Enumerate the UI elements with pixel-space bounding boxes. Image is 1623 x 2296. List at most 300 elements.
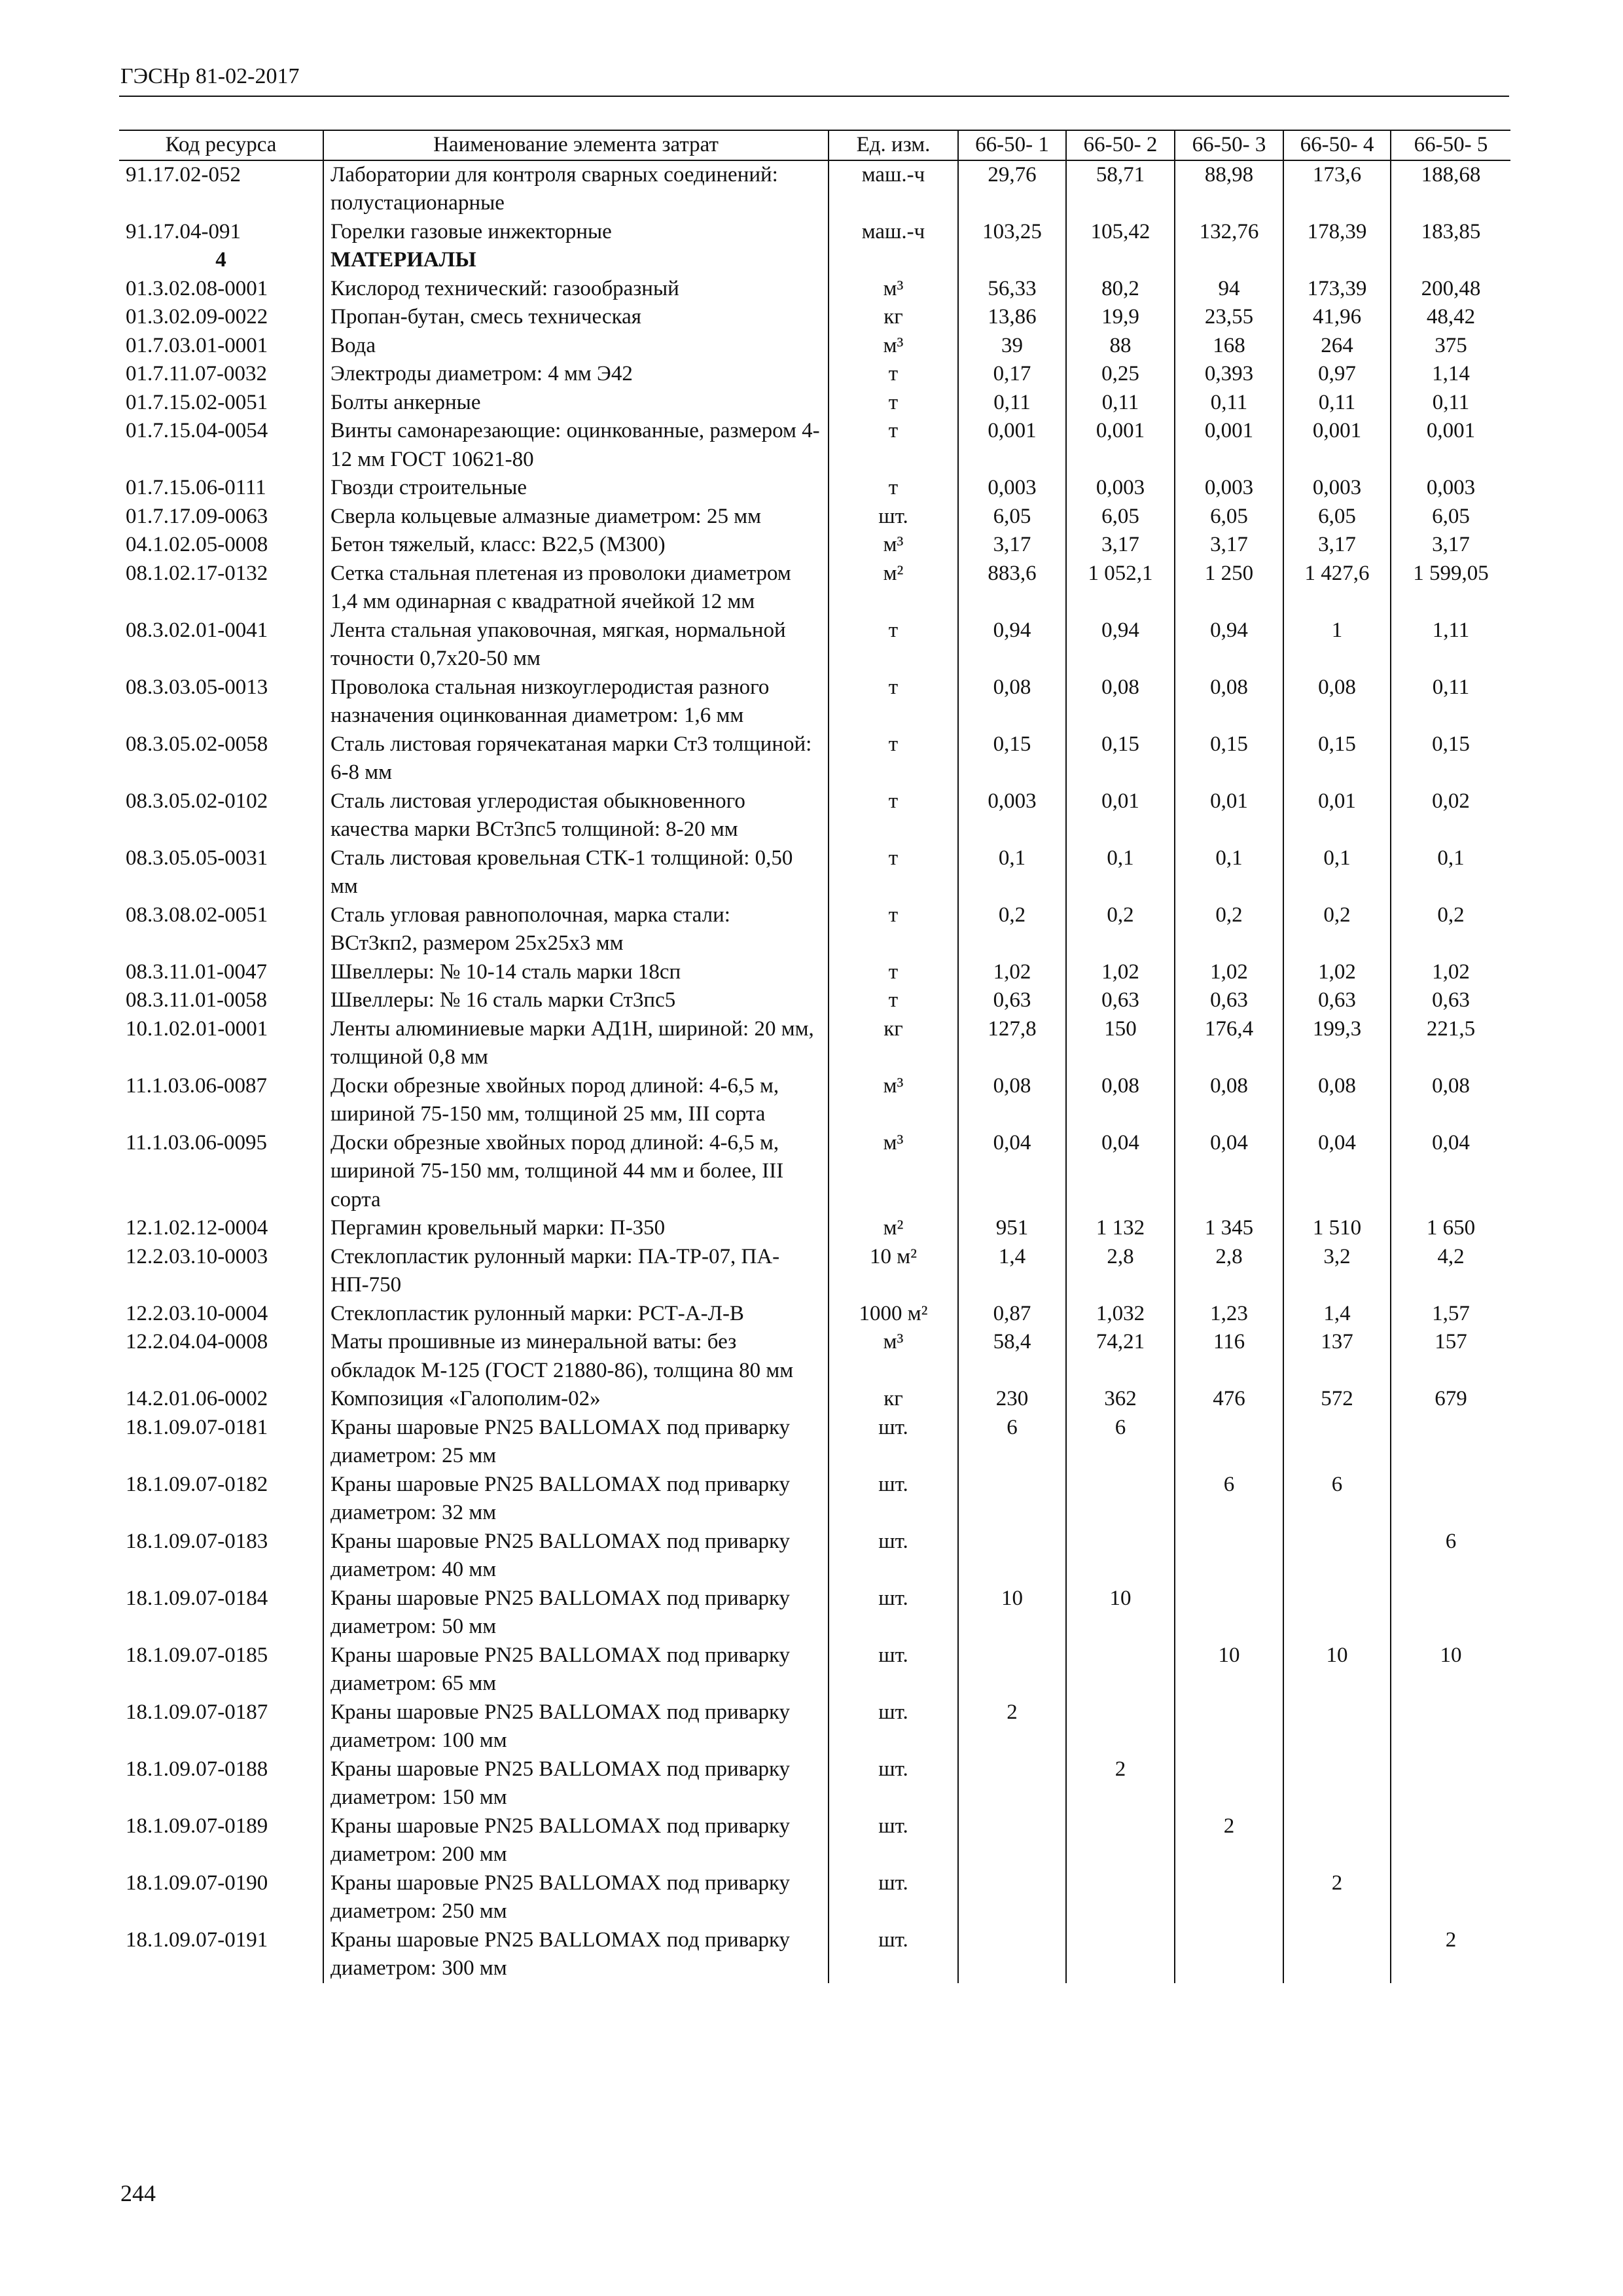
cell-norm-5: [1391, 1585, 1510, 1641]
cell-norm-3: 6,05: [1175, 503, 1283, 531]
page-number: 244: [120, 2180, 156, 2206]
cell-norm-2: 80,2: [1066, 275, 1175, 304]
cell-norm-2: 6,05: [1066, 503, 1175, 531]
header-rule: [119, 96, 1509, 97]
cell-norm-1: 230: [958, 1385, 1066, 1414]
cell-resource-name: Стеклопластик рулонный марки: РСТ-А-Л-В: [323, 1300, 829, 1329]
cell-unit: [829, 246, 958, 275]
cell-resource-code: 18.1.09.07-0181: [126, 1415, 268, 1439]
cell-norm-4: 0,97: [1283, 360, 1391, 389]
cell-norm-1: 0,87: [958, 1300, 1066, 1329]
column-header-norm-2: 66-50- 2: [1066, 130, 1175, 160]
cell-resource-name: Краны шаровые PN25 BALLOMAX под приварку диаметром: 200 мм: [323, 1812, 829, 1869]
table-row: [119, 617, 1510, 673]
column-header-code: Код ресурса: [119, 130, 323, 160]
cell-resource-name: Краны шаровые PN25 BALLOMAX под приварку диаметром: 25 мм: [323, 1414, 829, 1471]
cell-norm-3: 1 250: [1175, 560, 1283, 617]
table-row: [119, 901, 1510, 958]
cell-norm-3: 0,04: [1175, 1129, 1283, 1215]
cell-resource-code: 18.1.09.07-0187: [126, 1700, 268, 1724]
cell-resource-code: 08.3.05.05-0031: [126, 846, 268, 870]
cell-resource-code: 04.1.02.05-0008: [126, 533, 268, 556]
cell-unit: т: [829, 673, 958, 730]
cell-unit: м³: [829, 1072, 958, 1129]
cell-norm-5: 0,15: [1391, 730, 1510, 787]
cell-resource-name: Краны шаровые PN25 BALLOMAX под приварку диаметром: 40 мм: [323, 1528, 829, 1585]
cell-norm-2: 0,94: [1066, 617, 1175, 673]
cell-resource-code: 11.1.03.06-0095: [126, 1130, 268, 1155]
cell-resource-code: 08.1.02.17-0132: [126, 561, 268, 585]
cell-resource-name: МАТЕРИАЛЫ: [323, 246, 829, 275]
cell-norm-4: 3,17: [1283, 531, 1391, 560]
table-row: [119, 1414, 1510, 1471]
cell-norm-5: 6: [1391, 1528, 1510, 1585]
column-header-norm-3: 66-50- 3: [1175, 130, 1283, 160]
cell-unit: м³: [829, 1129, 958, 1215]
cell-norm-1: 0,04: [958, 1129, 1066, 1215]
cell-unit: шт.: [829, 1528, 958, 1585]
cell-norm-5: [1391, 246, 1510, 275]
cell-norm-2: 0,08: [1066, 1072, 1175, 1129]
cell-norm-3: 2,8: [1175, 1243, 1283, 1300]
cell-norm-2: 0,001: [1066, 417, 1175, 474]
cell-resource-name: Проволока стальная низкоуглеродистая разного назначения оцинкованная диаметром: 1,6 мм: [323, 673, 829, 730]
cell-unit: т: [829, 360, 958, 389]
cell-norm-3: 176,4: [1175, 1015, 1283, 1072]
cell-norm-1: 2: [958, 1698, 1066, 1755]
cell-norm-3: 0,08: [1175, 673, 1283, 730]
cell-norm-2: [1066, 1528, 1175, 1585]
cell-resource-name: Краны шаровые PN25 BALLOMAX под приварку диаметром: 100 мм: [323, 1698, 829, 1755]
cell-norm-5: 6,05: [1391, 503, 1510, 531]
column-header-norm-1: 66-50- 1: [958, 130, 1066, 160]
cell-norm-2: 88: [1066, 332, 1175, 361]
cell-unit: шт.: [829, 503, 958, 531]
cell-unit: т: [829, 474, 958, 503]
cell-norm-5: 1,57: [1391, 1300, 1510, 1329]
cell-resource-name: Маты прошивные из минеральной ваты: без обкладок М-125 (ГОСТ 21880-86), толщина 80 мм: [323, 1328, 829, 1385]
cell-norm-2: 0,63: [1066, 986, 1175, 1015]
cell-norm-2: [1066, 1812, 1175, 1869]
cell-norm-1: 0,001: [958, 417, 1066, 474]
cell-resource-name: Доски обрезные хвойных пород длиной: 4-6,5 м, шириной 75-150 мм, толщиной 25 мм, III сорта: [323, 1072, 829, 1129]
cell-norm-1: 127,8: [958, 1015, 1066, 1072]
cell-norm-3: 0,63: [1175, 986, 1283, 1015]
table-header-row: [119, 130, 1510, 160]
table-row: [119, 218, 1510, 247]
cell-norm-3: 0,003: [1175, 474, 1283, 503]
cell-resource-code: 01.7.03.01-0001: [126, 333, 268, 357]
cell-norm-1: 103,25: [958, 218, 1066, 247]
cell-norm-1: 0,08: [958, 673, 1066, 730]
cell-norm-2: 19,9: [1066, 303, 1175, 332]
cell-resource-name: Сталь листовая горячекатаная марки Ст3 толщиной: 6-8 мм: [323, 730, 829, 787]
cell-norm-4: 1,02: [1283, 958, 1391, 987]
cell-norm-2: 2: [1066, 1755, 1175, 1812]
table-row: [119, 1698, 1510, 1755]
cell-norm-1: 0,94: [958, 617, 1066, 673]
cell-norm-4: 0,08: [1283, 673, 1391, 730]
cell-norm-3: 6: [1175, 1471, 1283, 1528]
cell-resource-code: 18.1.09.07-0189: [126, 1814, 268, 1838]
cell-norm-5: [1391, 1414, 1510, 1471]
cell-norm-4: 0,2: [1283, 901, 1391, 958]
cell-norm-1: 0,1: [958, 844, 1066, 901]
cell-norm-5: 0,11: [1391, 389, 1510, 418]
cell-norm-1: 883,6: [958, 560, 1066, 617]
cell-resource-name: Сталь угловая равнополочная, марка стали: ВСт3кп2, размером 25х25х3 мм: [323, 901, 829, 958]
cell-resource-name: Краны шаровые PN25 BALLOMAX под приварку диаметром: 50 мм: [323, 1585, 829, 1641]
cell-norm-2: 362: [1066, 1385, 1175, 1414]
cell-resource-name: Гвозди строительные: [323, 474, 829, 503]
cell-norm-3: 0,1: [1175, 844, 1283, 901]
table-row: [119, 275, 1510, 304]
cell-resource-name: Ленты алюминиевые марки АД1Н, шириной: 20 мм, толщиной 0,8 мм: [323, 1015, 829, 1072]
cell-norm-3: [1175, 1414, 1283, 1471]
table-row: [119, 360, 1510, 389]
cell-norm-5: 0,04: [1391, 1129, 1510, 1215]
document-header-title: ГЭСНр 81-02-2017: [120, 64, 300, 88]
cell-norm-2: 1,02: [1066, 958, 1175, 987]
table-row: [119, 332, 1510, 361]
cell-norm-1: 6: [958, 1414, 1066, 1471]
cell-norm-3: 132,76: [1175, 218, 1283, 247]
cell-resource-code: 12.2.04.04-0008: [126, 1330, 268, 1354]
cell-resource-code: 01.7.15.06-0111: [126, 476, 266, 499]
cell-resource-code: 12.2.03.10-0004: [126, 1301, 268, 1325]
table-row: [119, 560, 1510, 617]
cell-norm-4: 572: [1283, 1385, 1391, 1414]
table-row: [119, 1129, 1510, 1215]
cell-norm-3: [1175, 1585, 1283, 1641]
cell-norm-1: 39: [958, 332, 1066, 361]
cell-norm-4: 41,96: [1283, 303, 1391, 332]
cell-norm-3: 1,23: [1175, 1300, 1283, 1329]
cell-resource-name: Краны шаровые PN25 BALLOMAX под приварку диаметром: 150 мм: [323, 1755, 829, 1812]
cell-unit: т: [829, 617, 958, 673]
cell-resource-code: 01.7.11.07-0032: [126, 362, 268, 386]
table-row: [119, 1072, 1510, 1129]
table-row: [119, 1812, 1510, 1869]
cell-resource-name: Швеллеры: № 16 сталь марки Ст3пс5: [323, 986, 829, 1015]
cell-unit: 1000 м²: [829, 1300, 958, 1329]
cell-norm-5: 0,003: [1391, 474, 1510, 503]
cell-norm-4: 199,3: [1283, 1015, 1391, 1072]
cell-resource-name: Доски обрезные хвойных пород длиной: 4-6,5 м, шириной 75-150 мм, толщиной 44 мм и более, III сорта: [323, 1129, 829, 1215]
cell-resource-name: Сталь листовая углеродистая обыкновенного качества марки ВСт3пс5 толщиной: 8-20 мм: [323, 787, 829, 844]
cell-resource-code: 12.2.03.10-0003: [126, 1244, 268, 1268]
cell-resource-code: 10.1.02.01-0001: [126, 1016, 268, 1041]
cell-norm-5: 0,11: [1391, 673, 1510, 730]
cell-resource-name: Краны шаровые PN25 BALLOMAX под приварку диаметром: 250 мм: [323, 1869, 829, 1926]
table-row: [119, 1300, 1510, 1329]
cell-norm-1: 0,63: [958, 986, 1066, 1015]
cell-norm-3: 94: [1175, 275, 1283, 304]
cell-norm-2: 6: [1066, 1414, 1175, 1471]
table-row: [119, 730, 1510, 787]
table-row: [119, 1385, 1510, 1414]
cell-unit: маш.-ч: [829, 160, 958, 218]
cell-norm-1: 0,003: [958, 474, 1066, 503]
cell-norm-4: [1283, 1585, 1391, 1641]
cell-norm-3: [1175, 1869, 1283, 1926]
column-header-name: Наименование элемента затрат: [323, 130, 829, 160]
cell-resource-name: Электроды диаметром: 4 мм Э42: [323, 360, 829, 389]
cell-norm-1: [958, 1528, 1066, 1585]
cell-norm-3: 23,55: [1175, 303, 1283, 332]
cell-norm-2: 0,15: [1066, 730, 1175, 787]
cell-norm-2: 58,71: [1066, 160, 1175, 218]
table-row: [119, 503, 1510, 531]
cell-norm-3: [1175, 246, 1283, 275]
cell-unit: кг: [829, 1015, 958, 1072]
cell-norm-4: 1: [1283, 617, 1391, 673]
cell-norm-2: 3,17: [1066, 531, 1175, 560]
cell-norm-4: [1283, 246, 1391, 275]
cell-norm-4: 178,39: [1283, 218, 1391, 247]
cell-resource-code: 91.17.04-091: [126, 219, 241, 243]
cell-norm-5: 375: [1391, 332, 1510, 361]
cell-resource-name: Стеклопластик рулонный марки: ПА-ТР-07, ПА-НП-750: [323, 1243, 829, 1300]
cell-norm-1: 13,86: [958, 303, 1066, 332]
cell-resource-name: Кислород технический: газообразный: [323, 275, 829, 304]
cell-norm-4: [1283, 1926, 1391, 1983]
table-row: [119, 1214, 1510, 1243]
cell-resource-name: Болты анкерные: [323, 389, 829, 418]
table-row: [119, 1471, 1510, 1528]
cell-resource-code: 18.1.09.07-0190: [126, 1871, 268, 1895]
cell-norm-1: 0,17: [958, 360, 1066, 389]
cell-unit: м³: [829, 332, 958, 361]
cell-resource-code: 08.3.02.01-0041: [126, 618, 268, 642]
cell-norm-2: [1066, 1471, 1175, 1528]
cell-norm-2: [1066, 1926, 1175, 1983]
cell-norm-5: 1,02: [1391, 958, 1510, 987]
cell-norm-2: [1066, 246, 1175, 275]
cell-resource-code: 12.1.02.12-0004: [126, 1216, 268, 1240]
cell-norm-3: 0,15: [1175, 730, 1283, 787]
cell-norm-3: 0,01: [1175, 787, 1283, 844]
cell-norm-4: 0,1: [1283, 844, 1391, 901]
cell-unit: т: [829, 986, 958, 1015]
cell-unit: т: [829, 730, 958, 787]
cell-norm-4: 0,04: [1283, 1129, 1391, 1215]
cell-norm-2: 2,8: [1066, 1243, 1175, 1300]
cell-resource-code: 4: [215, 248, 226, 272]
cell-resource-name: Сверла кольцевые алмазные диаметром: 25 мм: [323, 503, 829, 531]
cell-norm-2: 0,1: [1066, 844, 1175, 901]
cell-resource-name: Вода: [323, 332, 829, 361]
cell-norm-2: 105,42: [1066, 218, 1175, 247]
cell-resource-name: Пропан-бутан, смесь техническая: [323, 303, 829, 332]
cell-resource-code: 01.3.02.09-0022: [126, 305, 268, 329]
cell-norm-4: 173,6: [1283, 160, 1391, 218]
cell-unit: шт.: [829, 1698, 958, 1755]
cell-norm-4: 0,08: [1283, 1072, 1391, 1129]
cell-norm-2: 0,003: [1066, 474, 1175, 503]
table-row: [119, 160, 1510, 218]
cell-norm-3: 0,2: [1175, 901, 1283, 958]
cell-unit: маш.-ч: [829, 218, 958, 247]
cell-resource-name: Швеллеры: № 10-14 сталь марки 18сп: [323, 958, 829, 987]
cell-resource-code: 08.3.05.02-0058: [126, 732, 268, 756]
cell-unit: шт.: [829, 1585, 958, 1641]
cell-norm-3: 10: [1175, 1641, 1283, 1698]
cell-norm-1: 0,003: [958, 787, 1066, 844]
cell-norm-2: 1 132: [1066, 1214, 1175, 1243]
cell-norm-2: [1066, 1698, 1175, 1755]
cell-unit: шт.: [829, 1926, 958, 1983]
cell-norm-4: 173,39: [1283, 275, 1391, 304]
cell-unit: 10 м²: [829, 1243, 958, 1300]
cell-norm-3: 0,393: [1175, 360, 1283, 389]
cell-norm-4: 0,11: [1283, 389, 1391, 418]
cell-norm-4: [1283, 1698, 1391, 1755]
column-header-unit: Ед. изм.: [829, 130, 958, 160]
table-row: [119, 1585, 1510, 1641]
column-header-norm-5: 66-50- 5: [1391, 130, 1510, 160]
cell-norm-2: [1066, 1641, 1175, 1698]
cell-norm-3: [1175, 1698, 1283, 1755]
cell-unit: т: [829, 958, 958, 987]
cell-norm-4: 2: [1283, 1869, 1391, 1926]
cell-norm-2: [1066, 1869, 1175, 1926]
cell-norm-4: 1 510: [1283, 1214, 1391, 1243]
cell-resource-name: Сетка стальная плетеная из проволоки диаметром 1,4 мм одинарная с квадратной ячейкой 12 мм: [323, 560, 829, 617]
cell-norm-5: 3,17: [1391, 531, 1510, 560]
cell-resource-code: 11.1.03.06-0087: [126, 1073, 268, 1098]
cell-resource-code: 01.7.15.04-0054: [126, 419, 268, 442]
cell-unit: м³: [829, 275, 958, 304]
cell-resource-code: 01.7.15.02-0051: [126, 390, 268, 414]
cell-resource-code: 91.17.02-052: [126, 162, 241, 187]
cell-norm-3: [1175, 1926, 1283, 1983]
cell-norm-4: 0,15: [1283, 730, 1391, 787]
cell-resource-code: 08.3.11.01-0058: [126, 988, 268, 1012]
cell-norm-3: 1,02: [1175, 958, 1283, 987]
cell-norm-1: [958, 1471, 1066, 1528]
cell-unit: шт.: [829, 1812, 958, 1869]
cell-resource-code: 18.1.09.07-0183: [126, 1529, 268, 1553]
cell-norm-1: 1,02: [958, 958, 1066, 987]
cell-norm-4: 3,2: [1283, 1243, 1391, 1300]
resource-norms-table: [119, 130, 1510, 1983]
cell-norm-4: 264: [1283, 332, 1391, 361]
cell-unit: т: [829, 417, 958, 474]
cell-norm-5: 1 599,05: [1391, 560, 1510, 617]
table-row: [119, 1015, 1510, 1072]
cell-resource-code: 14.2.01.06-0002: [126, 1387, 268, 1410]
cell-norm-3: 88,98: [1175, 160, 1283, 218]
table-row: [119, 958, 1510, 987]
cell-norm-5: 0,08: [1391, 1072, 1510, 1129]
cell-norm-5: [1391, 1698, 1510, 1755]
table-row: [119, 1528, 1510, 1585]
cell-norm-1: [958, 1641, 1066, 1698]
cell-norm-3: [1175, 1755, 1283, 1812]
cell-norm-1: [958, 1755, 1066, 1812]
cell-norm-3: 2: [1175, 1812, 1283, 1869]
cell-resource-code: 08.3.03.05-0013: [126, 675, 268, 699]
cell-norm-2: 0,01: [1066, 787, 1175, 844]
cell-norm-4: 137: [1283, 1328, 1391, 1385]
cell-norm-1: 29,76: [958, 160, 1066, 218]
cell-unit: т: [829, 901, 958, 958]
cell-norm-3: [1175, 1528, 1283, 1585]
cell-norm-2: 0,04: [1066, 1129, 1175, 1215]
cell-unit: м³: [829, 1328, 958, 1385]
table-row: [119, 1755, 1510, 1812]
cell-norm-1: 0,11: [958, 389, 1066, 418]
cell-unit: кг: [829, 303, 958, 332]
cell-unit: шт.: [829, 1641, 958, 1698]
cell-resource-code: 18.1.09.07-0182: [126, 1472, 268, 1496]
cell-norm-4: [1283, 1755, 1391, 1812]
cell-norm-3: 0,11: [1175, 389, 1283, 418]
cell-norm-1: 0,2: [958, 901, 1066, 958]
table-row: [119, 673, 1510, 730]
table-row: [119, 1869, 1510, 1926]
cell-norm-2: 1,032: [1066, 1300, 1175, 1329]
cell-norm-4: 1,4: [1283, 1300, 1391, 1329]
table-row: [119, 1328, 1510, 1385]
cell-norm-1: 10: [958, 1585, 1066, 1641]
cell-norm-1: [958, 1869, 1066, 1926]
cell-norm-5: 183,85: [1391, 218, 1510, 247]
cell-unit: м²: [829, 1214, 958, 1243]
cell-unit: кг: [829, 1385, 958, 1414]
section-row: [119, 246, 1510, 275]
cell-norm-3: 0,08: [1175, 1072, 1283, 1129]
cell-norm-4: [1283, 1414, 1391, 1471]
cell-unit: т: [829, 787, 958, 844]
cell-resource-name: Краны шаровые PN25 BALLOMAX под приварку диаметром: 300 мм: [323, 1926, 829, 1983]
cell-norm-4: 0,001: [1283, 417, 1391, 474]
cell-norm-3: 0,001: [1175, 417, 1283, 474]
table-row: [119, 787, 1510, 844]
cell-norm-3: 0,94: [1175, 617, 1283, 673]
table-row: [119, 844, 1510, 901]
cell-unit: т: [829, 844, 958, 901]
cell-norm-3: 476: [1175, 1385, 1283, 1414]
table-row: [119, 1641, 1510, 1698]
cell-norm-1: 1,4: [958, 1243, 1066, 1300]
cell-norm-1: [958, 246, 1066, 275]
cell-norm-4: 0,01: [1283, 787, 1391, 844]
cell-resource-code: 08.3.08.02-0051: [126, 903, 268, 927]
cell-norm-5: 48,42: [1391, 303, 1510, 332]
cell-resource-code: 18.1.09.07-0185: [126, 1643, 268, 1667]
cell-norm-5: [1391, 1471, 1510, 1528]
cell-norm-2: 0,08: [1066, 673, 1175, 730]
cell-norm-4: 6,05: [1283, 503, 1391, 531]
cell-norm-1: [958, 1812, 1066, 1869]
cell-norm-4: [1283, 1812, 1391, 1869]
cell-norm-5: 0,001: [1391, 417, 1510, 474]
cell-resource-name: Композиция «Галополим-02»: [323, 1385, 829, 1414]
cell-norm-5: 2: [1391, 1926, 1510, 1983]
cell-norm-1: 951: [958, 1214, 1066, 1243]
cell-norm-5: 157: [1391, 1328, 1510, 1385]
cell-norm-5: 1,14: [1391, 360, 1510, 389]
cell-norm-5: [1391, 1869, 1510, 1926]
cell-unit: шт.: [829, 1414, 958, 1471]
cell-norm-2: 1 052,1: [1066, 560, 1175, 617]
cell-norm-2: 10: [1066, 1585, 1175, 1641]
cell-norm-2: 0,25: [1066, 360, 1175, 389]
table-row: [119, 1926, 1510, 1983]
cell-norm-3: 116: [1175, 1328, 1283, 1385]
